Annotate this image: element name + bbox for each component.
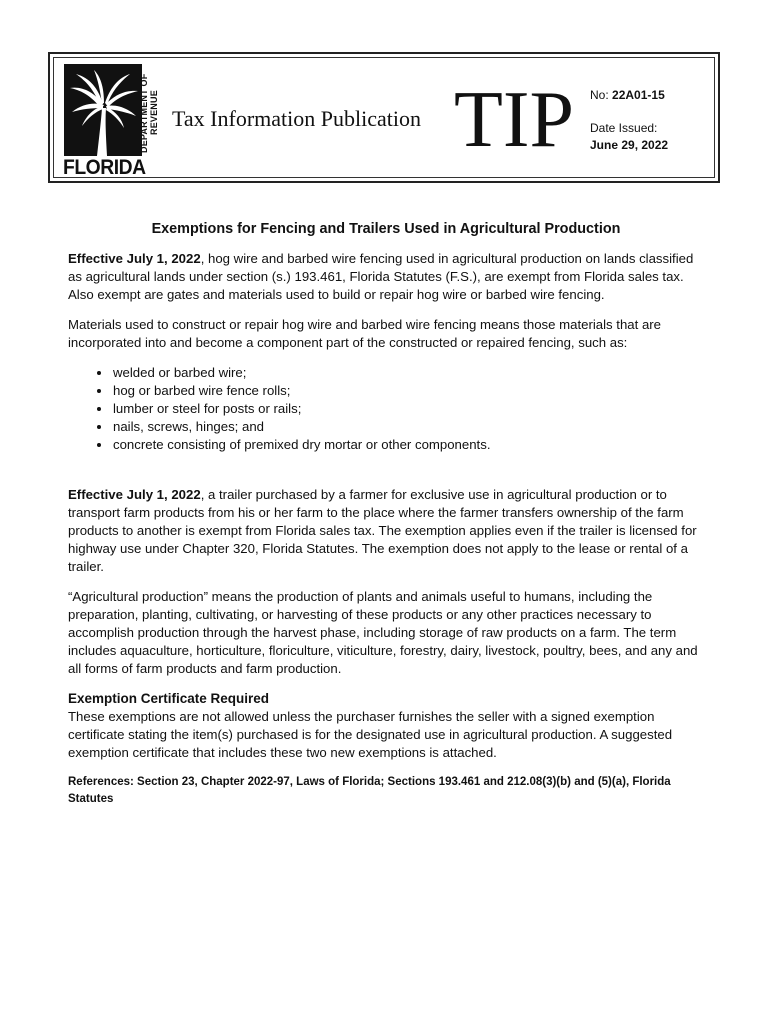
list-item: • nails, screws, hinges; and xyxy=(112,418,704,436)
certificate-text: These exemptions are not allowed unless the purchaser furnishes the seller with a signed exemption certificate stating the item(s) purchased is for the designated use in agricultural production. A suggested exemption certificate that includes these two new exemptions is attached. xyxy=(68,709,673,760)
list-item: • welded or barbed wire; xyxy=(112,364,704,382)
paragraph-trailers-text: , a trailer purchased by a farmer for exclusive use in agricultural production or to transport farm products from his or her farm to the place where the farmer transfers ownership of the farm products to another is exempt from Florida sales tax. The exemption applies even if the trailer is licensed for highway use under Chapter 320, Florida Statutes. The exemption does not apply to the lease or rental of a trailer. xyxy=(68,487,697,574)
references: References: Section 23, Chapter 2022-97, Laws of Florida; Sections 193.461 and 212.08(3)(b) and (5)(a), Florida Statutes xyxy=(68,776,671,805)
department-label: DEPARTMENT OF REVENUE xyxy=(139,73,159,153)
document-title: Exemptions for Fencing and Trailers Used in Agricultural Production xyxy=(151,221,621,237)
list-item: • lumber or steel for posts or rails; xyxy=(112,400,704,418)
paragraph-materials: Materials used to construct or repair hog wire and barbed wire fencing means those materials that are incorporated into and become a component part of the constructed or repaired fencing, such as: xyxy=(68,317,662,350)
header-inner-border xyxy=(53,57,715,178)
document-body xyxy=(68,220,704,808)
header-box xyxy=(48,52,720,183)
paragraph-fencing xyxy=(68,250,704,304)
paragraph-fencing-lead: Effective July 1, 2022 xyxy=(68,251,201,266)
paragraph-agricultural-production: “Agricultural production” means the production of plants and animals useful to humans, including the preparation, planting, cultivating, or harvesting of these products or any other practices necessary to accomplish production through the harvest phase, including storage of raw products on a farm. The term includes aquaculture, horticulture, floriculture, viticulture, forestry, dairy, livestock, poultry, bees, and any and all forms of farm products and farm production. xyxy=(68,589,698,676)
paragraph-trailers-lead: Effective July 1, 2022 xyxy=(68,487,201,502)
date-issued-label: Date Issued: xyxy=(590,121,658,135)
number-label: No: xyxy=(590,88,609,102)
state-wordmark: FLORIDA xyxy=(63,156,146,179)
tip-label: TIP xyxy=(454,76,574,164)
number-value: 22A01-15 xyxy=(612,88,665,102)
publication-number xyxy=(590,88,665,102)
paragraph-trailers xyxy=(68,486,704,576)
materials-list xyxy=(68,364,704,454)
paragraph-fencing-text: , hog wire and barbed wire fencing used in agricultural production on lands classified as agricultural lands under section (s.) 193.461, Florida Statutes (F.S.), are exempt from Florida sales tax. Also exempt are gates and materials used to build or repair hog wire or barbed wire fencing. xyxy=(68,251,694,302)
publication-title: Tax Information Publication xyxy=(172,106,421,131)
date-issued-value: June 29, 2022 xyxy=(590,138,669,152)
certificate-heading: Exemption Certificate Required xyxy=(68,691,270,706)
list-item: • concrete consisting of premixed dry mortar or other components. xyxy=(112,436,704,454)
list-item: • hog or barbed wire fence rolls; xyxy=(112,382,704,400)
